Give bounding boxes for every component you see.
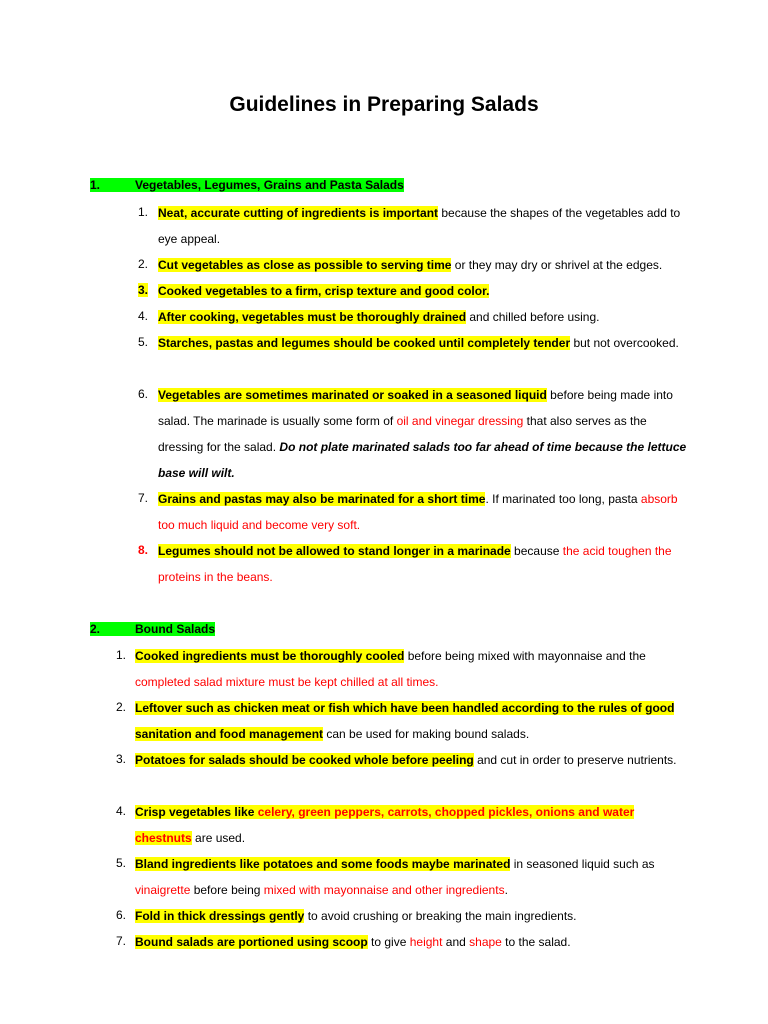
section-number: 1. <box>90 178 140 192</box>
item-number: 3. <box>115 752 126 766</box>
item-number: 1. <box>115 648 126 662</box>
list-item: Starches, pastas and legumes should be cooked until completely tender but not overcooked. <box>158 336 679 350</box>
item-number: 1. <box>137 205 148 219</box>
list-item: Cut vegetables as close as possible to serving time or they may dry or shrivel at the edges. <box>158 258 663 272</box>
list-item: Neat, accurate cutting of ingredients is important because the shapes of the vegetables add to eye appeal. <box>158 206 681 246</box>
item-number: 5. <box>137 335 148 349</box>
section-title: Bound Salads <box>135 622 216 636</box>
list-item: Legumes should not be allowed to stand longer in a marinade because the acid toughen the proteins in the beans. <box>158 544 672 584</box>
item-number: 2. <box>137 257 148 271</box>
list-item: After cooking, vegetables must be thoroughly drained and chilled before using. <box>158 310 600 324</box>
item-number: 4. <box>137 309 148 323</box>
item-number: 2. <box>115 700 126 714</box>
list-item: Vegetables are sometimes marinated or soaked in a seasoned liquid before being made into salad. The marinade is usually some form of oil and vinegar dressing that also serves as the dressing for the salad. Do not plate marinated salads too far ahead of time because the lettuce base will wilt. <box>158 388 687 480</box>
list-item: Fold in thick dressings gently to avoid crushing or breaking the main ingredients. <box>135 909 577 923</box>
list-item: Grains and pastas may also be marinated for a short time. If marinated too long, pasta absorb too much liquid and become very soft. <box>158 492 678 532</box>
item-number: 7. <box>137 491 148 505</box>
item-number: 6. <box>115 908 126 922</box>
section-title: Vegetables, Legumes, Grains and Pasta Salads <box>135 178 404 192</box>
document-title: Guidelines in Preparing Salads <box>229 93 539 116</box>
list-item: Cooked vegetables to a firm, crisp texture and good color. <box>158 284 490 298</box>
item-number: 4. <box>115 804 126 818</box>
list-item: Crisp vegetables like celery, green peppers, carrots, chopped pickles, onions and water chestnuts are used. <box>135 805 635 845</box>
item-number: 6. <box>137 387 148 401</box>
item-number: 7. <box>115 934 126 948</box>
list-item: Bound salads are portioned using scoop to give height and shape to the salad. <box>135 935 571 949</box>
item-number: 5. <box>115 856 126 870</box>
list-item: Bland ingredients like potatoes and some foods maybe marinated in seasoned liquid such as vinaigrette before being mixed with mayonnaise and other ingredients. <box>135 857 655 897</box>
section-number: 2. <box>90 622 140 636</box>
item-number: 8. <box>137 543 148 557</box>
list-item: Potatoes for salads should be cooked whole before peeling and cut in order to preserve nutrients. <box>135 753 677 767</box>
list-item: Leftover such as chicken meat or fish which have been handled according to the rules of good sanitation and food management can be used for making bound salads. <box>135 701 675 741</box>
item-number: 3. <box>137 283 148 297</box>
list-item: Cooked ingredients must be thoroughly cooled before being mixed with mayonnaise and the completed salad mixture must be kept chilled at all times. <box>135 649 646 689</box>
